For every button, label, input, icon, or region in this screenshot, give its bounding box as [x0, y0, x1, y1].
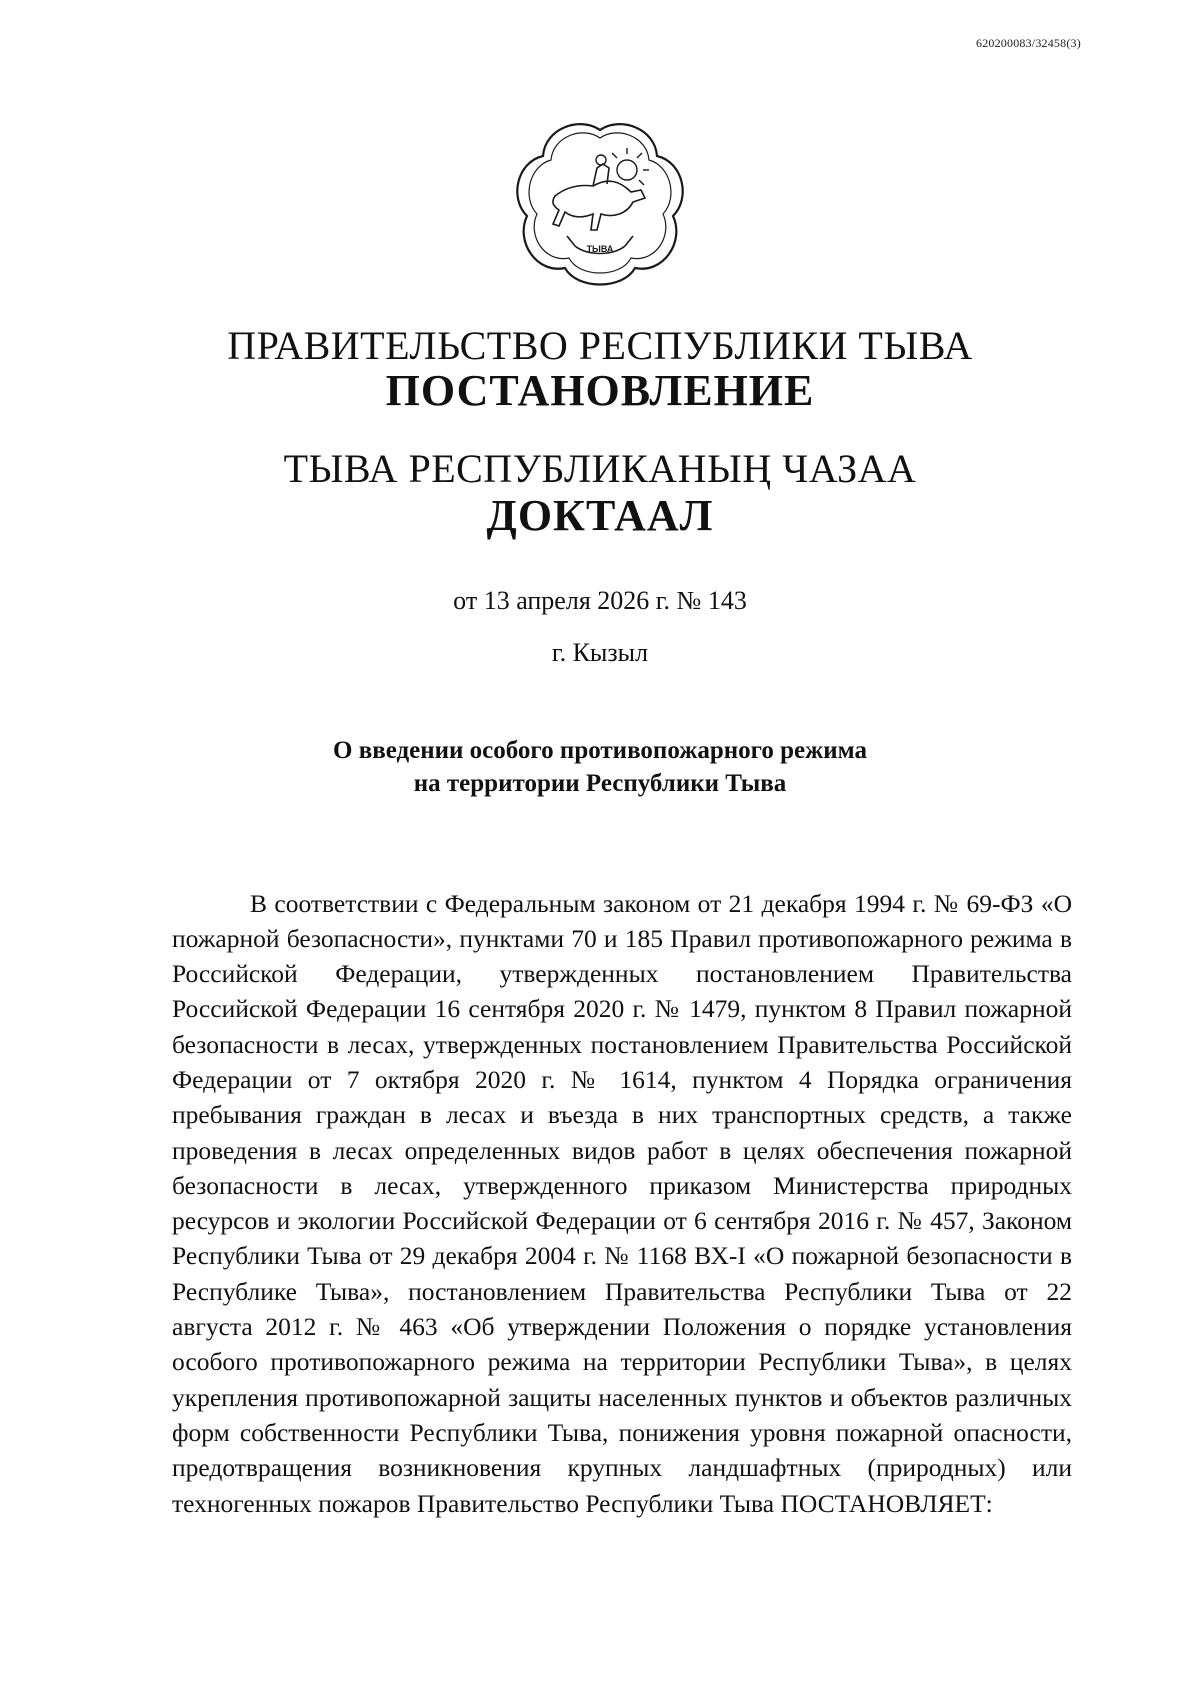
decree-date-number: от 13 апреля 2026 г. № 143	[453, 586, 747, 615]
decree-preamble-paragraph: В соответствии с Федеральным законом от 21 декабря 1994 г. № 69-ФЗ «О пожарной безопасности», пунктами 70 и 185 Правил противопожарного режима в Российской Федерации, утвержденных постановлением Правительства Российской Федерации 16 сентября 2020 г. № 1479, пунктом 8 Правил пожарной безопасности в лесах, утвержденных постановлением Правительства Российской Федерации от 7 октября 2020 г. № 1614, пунктом 4 Порядка ограничения пребывания граждан в лесах и въезда в них транспортных средств, а также проведения в лесах определенных видов работ в целях обеспечения пожарной безопасности в лесах, утвержденного приказом Министерства природных ресурсов и экологии Российской Федерации от 6 сентября 2016 г. № 457, Законом Республики Тыва от 29 декабря 2004 г. № 1168 ВХ-I «О пожарной безопасности в Республике Тыва», постановлением Правительства Республики Тыва от 22 августа 2012 г. № 463 «Об утверждении Положения о порядке установления особого противопожарного режима на территории Республики Тыва», в целях укрепления противопожарной защиты населенных пунктов и объектов различных форм собственности Республики Тыва, понижения уровня пожарной опасности, предотвращения возникновения крупных ландшафтных (природных) или техногенных пожаров Правительство Республики Тыва ПОСТАНОВЛЯЕТ:	[172, 888, 1072, 1518]
decree-city: г. Кызыл	[551, 638, 649, 667]
document-registration-number: 620200083/32458(3)	[976, 36, 1081, 50]
government-name-tuvan: ТЫВА РЕСПУБЛИКАНЫҢ ЧАЗАА	[283, 446, 917, 491]
decree-subject-line-1: О введении особого противопожарного режима	[333, 737, 867, 764]
decree-type-russian: ПОСТАНОВЛЕНИЕ	[385, 366, 815, 415]
coat-of-arms-tyva-icon	[515, 118, 685, 288]
government-name-russian: ПРАВИТЕЛЬСТВО РЕСПУБЛИКИ ТЫВА	[227, 323, 973, 368]
decree-type-tuvan: ДОКТААЛ	[486, 491, 714, 540]
decree-subject-line-2: на территории Республики Тыва	[413, 770, 787, 797]
emblem-caption: ТЫВА	[586, 244, 614, 254]
decree-subject	[0, 734, 1200, 800]
